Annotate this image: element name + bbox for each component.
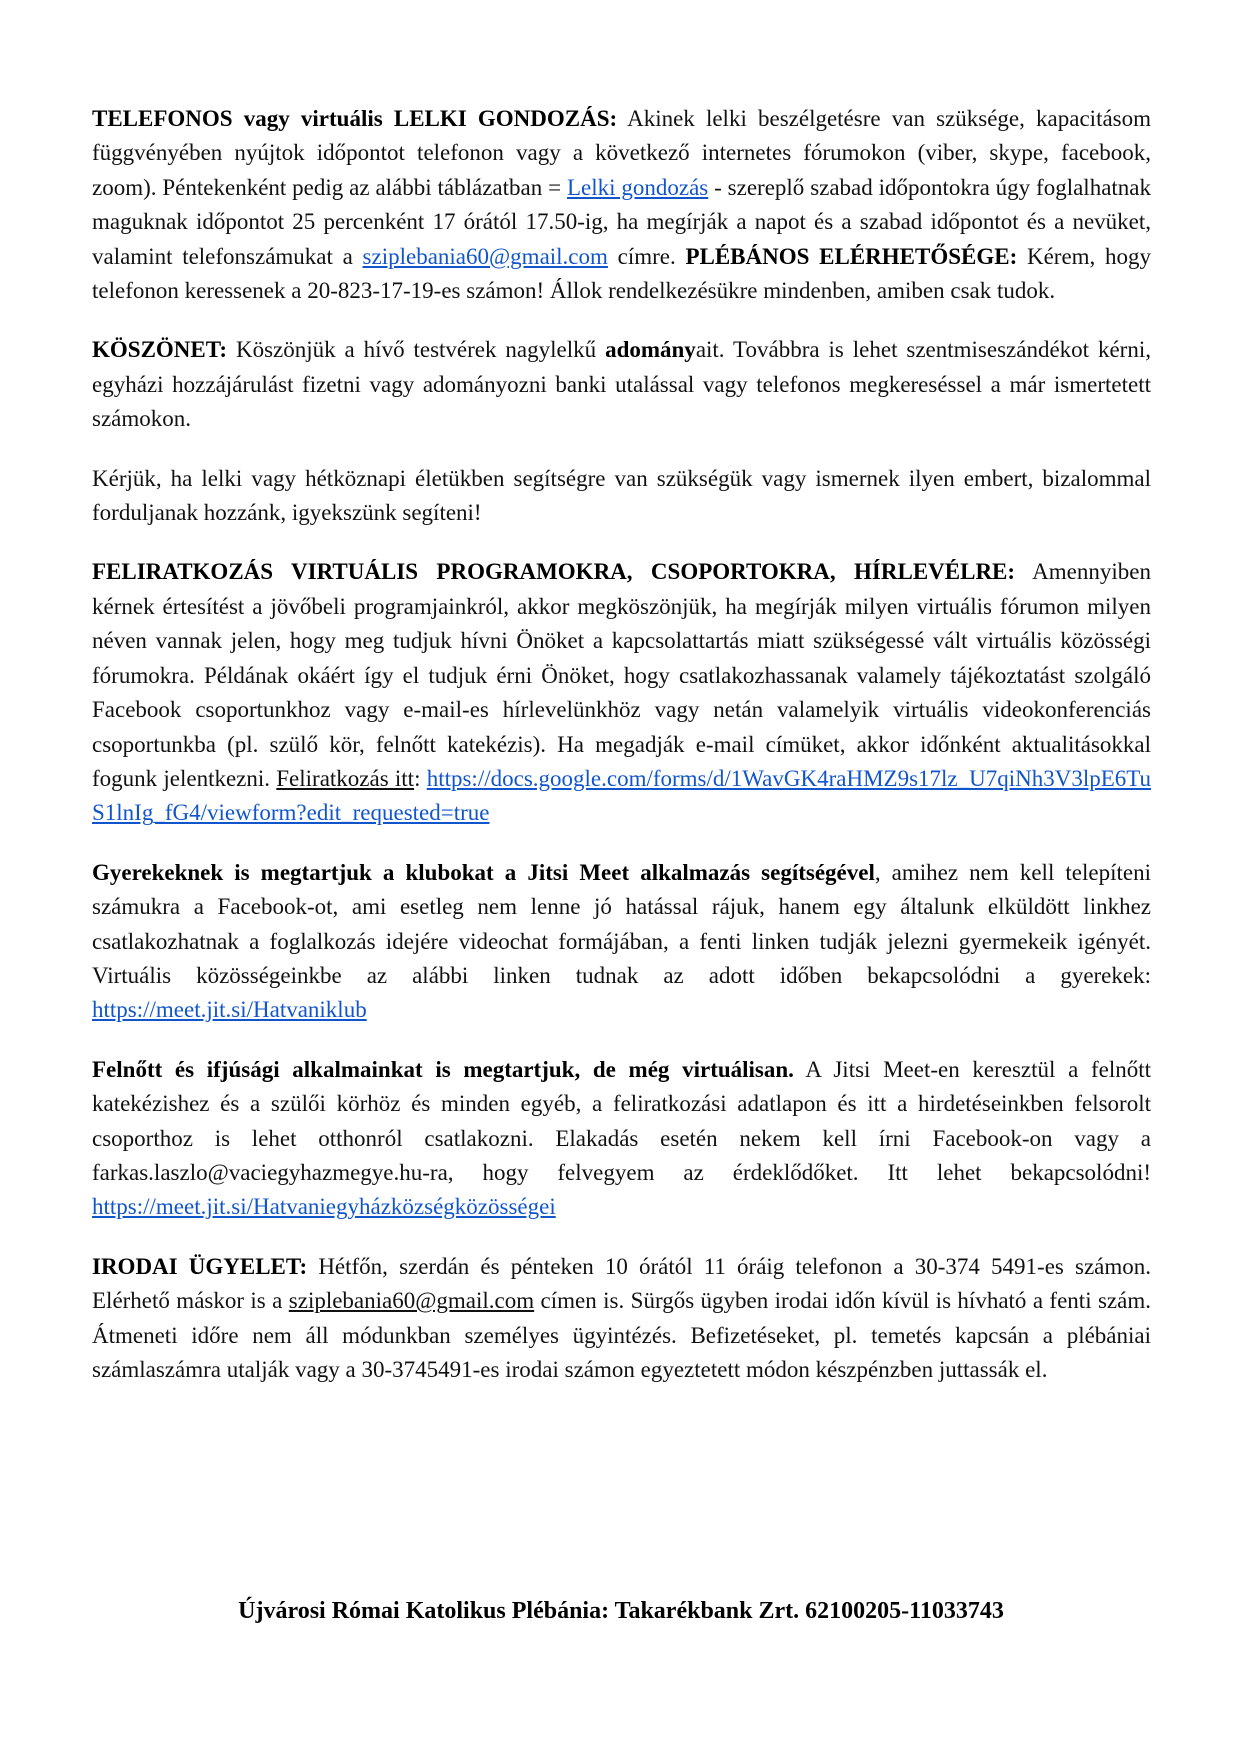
thanks-heading: KÖSZÖNET: — [92, 337, 228, 363]
parish-priest-contact-text: Kérem, hogy telefonon keressenek a 20-823-17-19-es számon! Állok rendelkezésükre mindenben, amiben csak tudok. — [92, 243, 1152, 304]
pastoral-care-text-2: - szereplő szabad időpontokra úgy foglalhatnak maguknak időpontot 25 percenként 17 órától 17.50-ig, ha megírják a napot és a szabad időpontot és a nevüket, valamint telefonszámukat a — [92, 174, 1152, 269]
lelki-gondozas-link[interactable]: Lelki gondozás — [566, 174, 709, 200]
adult-youth-paragraph — [92, 1053, 1151, 1225]
office-hours-heading: IRODAI ÜGYELET: — [92, 1253, 308, 1279]
subscribe-here-label: Feliratkozás itt — [276, 765, 415, 791]
thanks-paragraph — [92, 333, 1151, 436]
children-clubs-heading: Gyerekeknek is megtartjuk a klubokat a Jitsi Meet alkalmazás segítségével — [92, 859, 875, 885]
google-form-link[interactable]: https://docs.google.com/forms/d/1WavGK4raHMZ9s17lz_U7qiNh3V3lpE6TuS1lnIg_fG4/viewform?edit_requested=true — [92, 765, 1152, 826]
pastoral-care-heading: TELEFONOS vagy virtuális LELKI GONDOZÁS: — [92, 106, 618, 131]
pastoral-care-text-3: címre. — [607, 243, 686, 269]
donation-word: adomány — [605, 337, 696, 363]
office-hours-text-2: címen is. Sürgős ügyben irodai időn kívül is hívható a fenti szám. Átmeneti időre nem áll módunkban személyes ügyintézés. Befizetéseket, pl. temetés kapcsán a plébániai számlaszámra utalják vagy a 30-3745491-es irodai számon egyeztetett módon készpénzben juttassák el. — [92, 1288, 1151, 1382]
children-clubs-text: , amihez nem kell telepíteni számukra a Facebook-ot, ami esetleg nem lenne jó hatással rájuk, hanem egy általunk elküldött linkhez csatlakozhatnak a foglalkozás idejére videochat formájában, a fenti linken tudják jelezni gyermekeik igényét. Virtuális közösségeinkbe az alábbi linken tudnak az adott időben bekapcsolódni a gyerekek: — [92, 859, 1151, 988]
parish-priest-contact-heading: PLÉBÁNOS ELÉRHETŐSÉGE: — [685, 243, 1018, 269]
subscription-paragraph — [92, 555, 1151, 830]
adult-youth-text: A Jitsi Meet-en keresztül a felnőtt katekézishez és a szülői körhöz és minden egyéb, a feliratkozási adatlapon és itt a hirdetéseinkben felsorolt csoporthoz is lehet otthonról csatlakozni. Elakadás esetén nekem kell írni Facebook-on vagy a farkas.laszlo@vaciegyhazmegye.hu-ra, hogy felvegyem az érdeklődőket. Itt lehet bekapcsolódni! — [92, 1056, 1152, 1185]
pastoral-care-paragraph — [92, 102, 1151, 308]
thanks-text: Köszönjük a hívő testvérek nagylelkű — [227, 337, 606, 363]
office-hours-text: Hétfőn, szerdán és pénteken 10 órától 11 óráig telefonon a 30-374 5491-es számon. Elérhető máskor is a — [92, 1253, 1152, 1314]
subscription-colon: : — [414, 765, 427, 791]
office-email[interactable]: sziplebania60@gmail.com — [288, 1288, 535, 1314]
thanks-text-2: ait. Továbbra is lehet szentmiseszándékot kérni, egyházi hozzájárulást fizetni vagy adományozni banki utalással vagy telefonos megkereséssel a már ismertetett számokon. — [92, 337, 1151, 432]
bank-account-footer: Újvárosi Római Katolikus Plébánia: Takarékbank Zrt. 62100205-11033743 — [238, 1598, 1004, 1624]
help-request-paragraph — [92, 462, 1151, 531]
office-hours-paragraph — [92, 1250, 1151, 1388]
children-clubs-paragraph — [92, 856, 1151, 1028]
adult-youth-heading: Felnőtt és ifjúsági alkalmainkat is megtartjuk, de még virtuálisan. — [92, 1056, 794, 1082]
pastoral-care-text: Akinek lelki beszélgetésre van szüksége, kapacitásom függvényében nyújtok időpontot telefonon vagy a következő internetes fórumokon (viber, skype, facebook, zoom). Péntekenként pedig az alábbi táblázatban = — [92, 106, 1152, 200]
hatvaniklub-link[interactable]: https://meet.jit.si/Hatvaniklub — [92, 997, 367, 1023]
subscription-heading: FELIRATKOZÁS VIRTUÁLIS PROGRAMOKRA, CSOPORTOKRA, HÍRLEVÉLRE: — [92, 559, 1016, 585]
community-meeting-link[interactable]: https://meet.jit.si/Hatvaniegyházközségközösségei — [92, 1194, 556, 1220]
parish-email-link[interactable]: sziplebania60@gmail.com — [362, 243, 608, 269]
help-request-text: Kérjük, ha lelki vagy hétköznapi életükben segítségre van szükségük vagy ismernek ilyen embert, bizalommal forduljanak hozzánk, igyekszünk segíteni! — [92, 465, 1151, 526]
subscription-text: Amennyiben kérnek értesítést a jövőbeli programjainkról, akkor megköszönjük, ha megírják milyen virtuális fórumon milyen néven vannak jelen, hogy meg tudjuk hívni Önöket a kapcsolattartás miatt szükségessé vált virtuális közösségi fórumokra. Példának okáért így el tudjuk érni Önöket, hogy csatlakozhassanak valamely tájékoztatást szolgáló Facebook csoportunkhoz vagy e-mail-es hírlevelünkhöz vagy netán valamelyik virtuális videokonferenciás csoportunkba (pl. szülő kör, felnőtt katekézis). Ha megadják e-mail címüket, akkor időnként aktualitásokkal fogunk jelentkezni. — [92, 559, 1151, 791]
